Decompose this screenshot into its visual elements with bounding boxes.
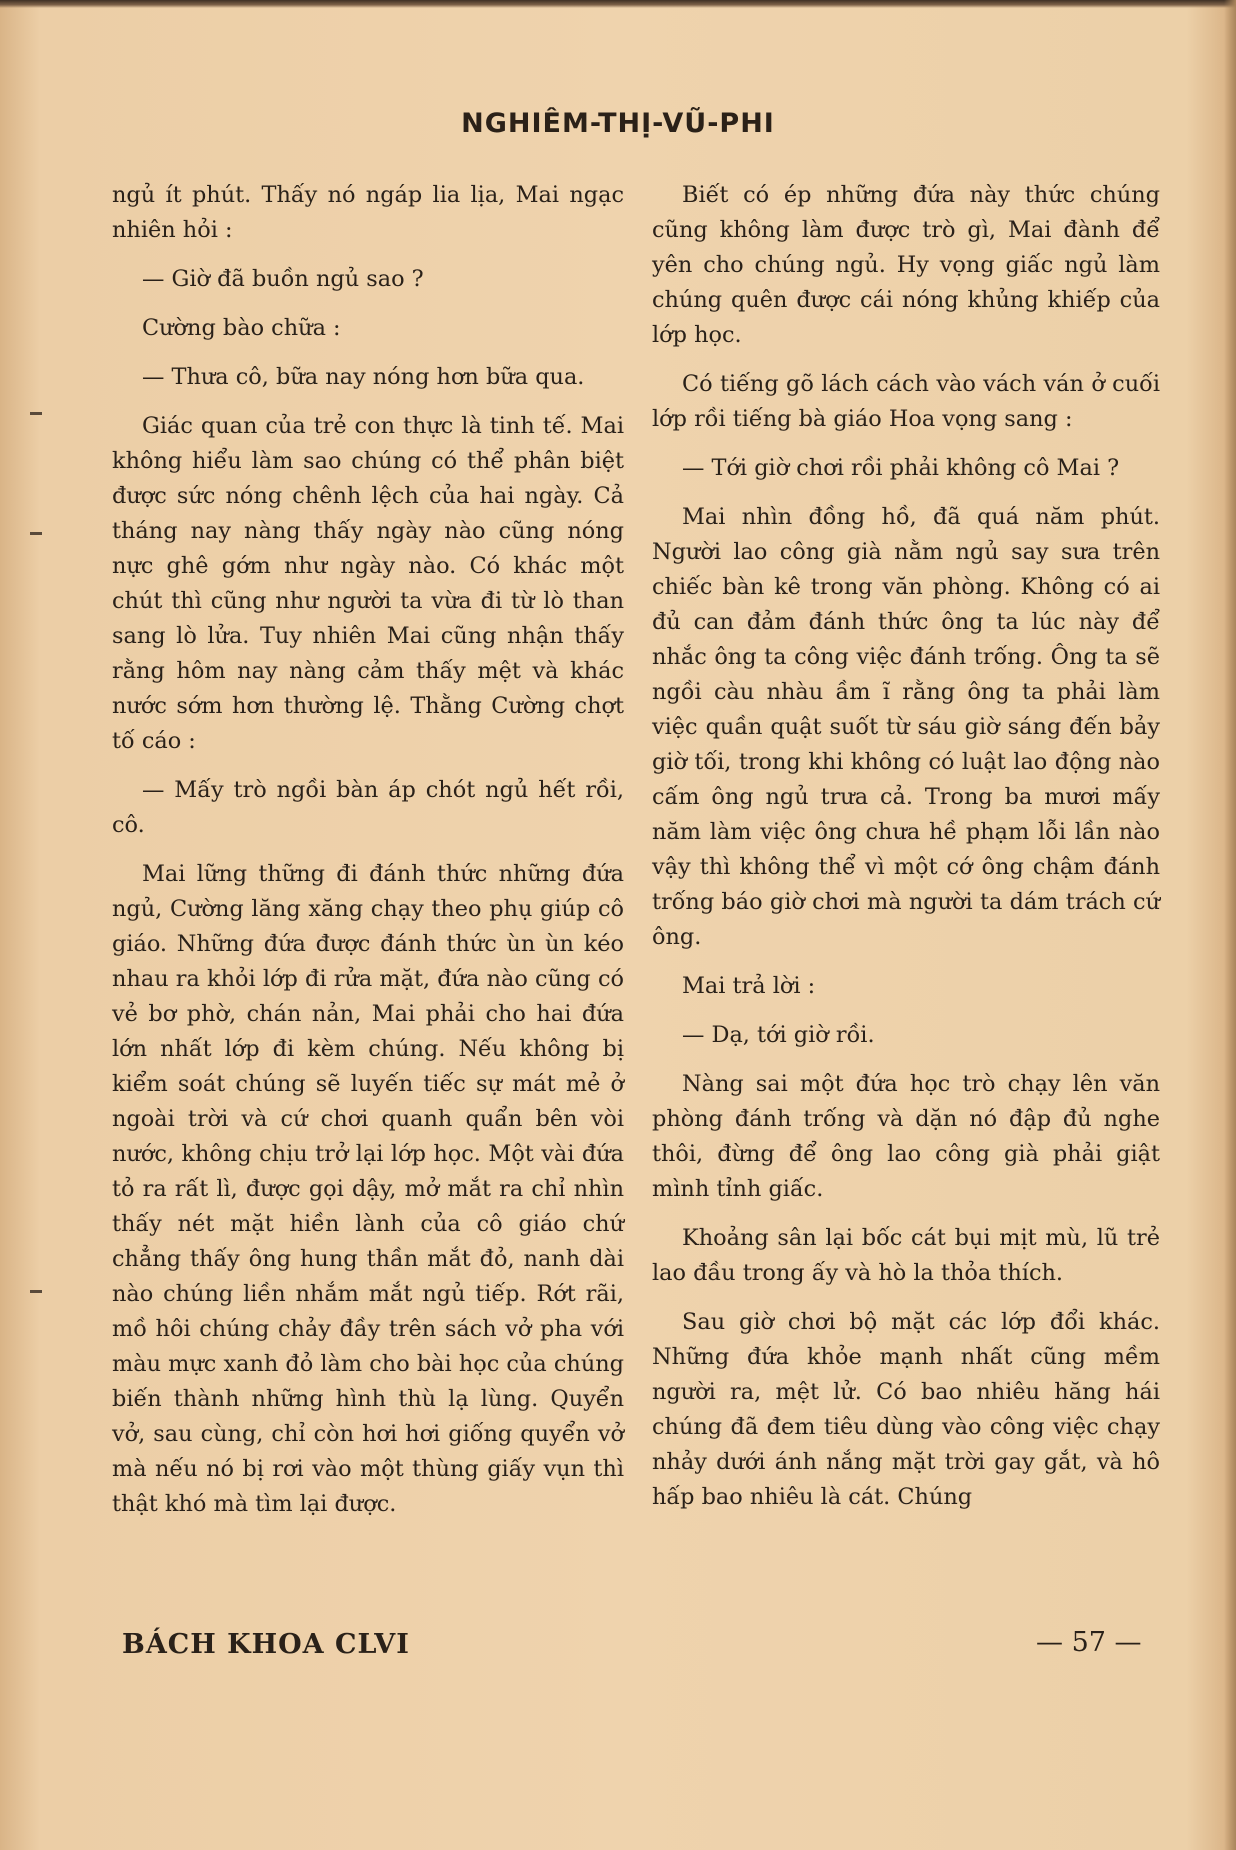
paragraph: Sau giờ chơi bộ mặt các lớp đổi khác. Những đứa khỏe mạnh nhất cũng mềm người ra, mệt lử. Có bao nhiêu hăng hái chúng đã đem tiêu dùng vào công việc chạy nhảy dưới ánh nắng mặt trời gay gắt, và hô hấp bao nhiêu là cát. Chúng (652, 1309, 1160, 1510)
paragraph: Giác quan của trẻ con thực là tinh tế. Mai không hiểu làm sao chúng có thể phân biệt được sức nóng chênh lệch của hai ngày. Cả tháng nay nàng thấy ngày nào cũng nóng nực ghê gớm như ngày nào. Có khác một chút thì cũng như người ta vừa đi từ lò than sang lò lửa. Tuy nhiên Mai cũng nhận thấy rằng hôm nay nàng cảm thấy mệt và khác nước sớm hơn thường lệ. Thằng Cường chợt tố cáo : (112, 413, 624, 754)
paragraph: Có tiếng gõ lách cách vào vách ván ở cuối lớp rồi tiếng bà giáo Hoa vọng sang : (652, 371, 1160, 432)
page-number: — 57 — (1036, 1627, 1142, 1658)
paragraph: Nàng sai một đứa học trò chạy lên văn phòng đánh trống và dặn nó đập đủ nghe thôi, đừng để ông lao công già phải giật mình tỉnh giấc. (652, 1071, 1160, 1202)
right-column (652, 178, 1160, 1529)
paragraph: — Thưa cô, bữa nay nóng hơn bữa qua. (142, 364, 585, 390)
paragraph: Biết có ép những đứa này thức chúng cũng không làm được trò gì, Mai đành để yên cho chúng ngủ. Hy vọng giấc ngủ làm chúng quên được cái nóng khủng khiếp của lớp học. (652, 182, 1160, 348)
paragraph: Cường bào chữa : (142, 315, 341, 341)
magazine-footer: BÁCH KHOA CLVI (122, 1629, 410, 1660)
page-top-edge (0, 0, 1236, 8)
paragraph: Mai nhìn đồng hồ, đã quá năm phút. Người lao công già nằm ngủ say sưa trên chiếc bàn kê trong văn phòng. Không có ai đủ can đảm đánh thức ông ta lúc này để nhắc ông ta công việc đánh trống. Ông ta sẽ ngồi càu nhàu ầm ĩ rằng ông ta phải làm việc quần quật suốt từ sáu giờ sáng đến bảy giờ tối, trong khi không có luật lao động nào cấm ông ngủ trưa cả. Trong ba mươi mấy năm làm việc ông chưa hề phạm lỗi lần nào vậy thì không thể vì một cớ ông chậm đánh trống báo giờ chơi mà người ta dám trách cứ ông. (652, 504, 1160, 950)
paragraph: Mai trả lời : (682, 973, 816, 999)
paragraph: — Tới giờ chơi rồi phải không cô Mai ? (682, 455, 1120, 481)
paragraph: — Mấy trò ngồi bàn áp chót ngủ hết rồi, cô. (112, 777, 624, 838)
paragraph: ngủ ít phút. Thấy nó ngáp lia lịa, Mai ngạc nhiên hỏi : (112, 182, 624, 243)
binding-mark (30, 532, 42, 535)
paragraph: Mai lững thững đi đánh thức những đứa ngủ, Cường lăng xăng chạy theo phụ giúp cô giáo. Những đứa được đánh thức ùn ùn kéo nhau ra khỏi lớp đi rửa mặt, đứa nào cũng có vẻ bơ phờ, chán nản, Mai phải cho hai đứa lớn nhất lớp đi kèm chúng. Nếu không bị kiểm soát chúng sẽ luyến tiếc sự mát mẻ ở ngoài trời và cứ chơi quanh quẩn bên vòi nước, không chịu trở lại lớp học. Một vài đứa tỏ ra rất lì, được gọi dậy, mở mắt ra chỉ nhìn thấy nét mặt hiền lành của cô giáo chứ chẳng thấy ông hung thần mắt đỏ, nanh dài nào chúng liền nhắm mắt ngủ tiếp. Rớt rãi, mồ hôi chúng chảy đầy trên sách vở pha với màu mực xanh đỏ làm cho bài học của chúng biến thành những hình thù lạ lùng. Quyển vở, sau cùng, chỉ còn hơi hơi giống quyển vở mà nếu nó bị rơi vào một thùng giấy vụn thì thật khó mà tìm lại được. (112, 861, 624, 1517)
paragraph: — Giờ đã buồn ngủ sao ? (142, 266, 424, 292)
binding-mark (30, 1290, 42, 1293)
page-right-edge (1224, 0, 1236, 1850)
author-header: NGHIÊM-THỊ-VŨ-PHI (461, 108, 775, 139)
paragraph: — Dạ, tới giờ rồi. (682, 1022, 875, 1048)
paragraph: Khoảng sân lại bốc cát bụi mịt mù, lũ trẻ lao đầu trong ấy và hò la thỏa thích. (652, 1225, 1160, 1286)
binding-mark (30, 412, 42, 415)
left-column (112, 178, 624, 1536)
